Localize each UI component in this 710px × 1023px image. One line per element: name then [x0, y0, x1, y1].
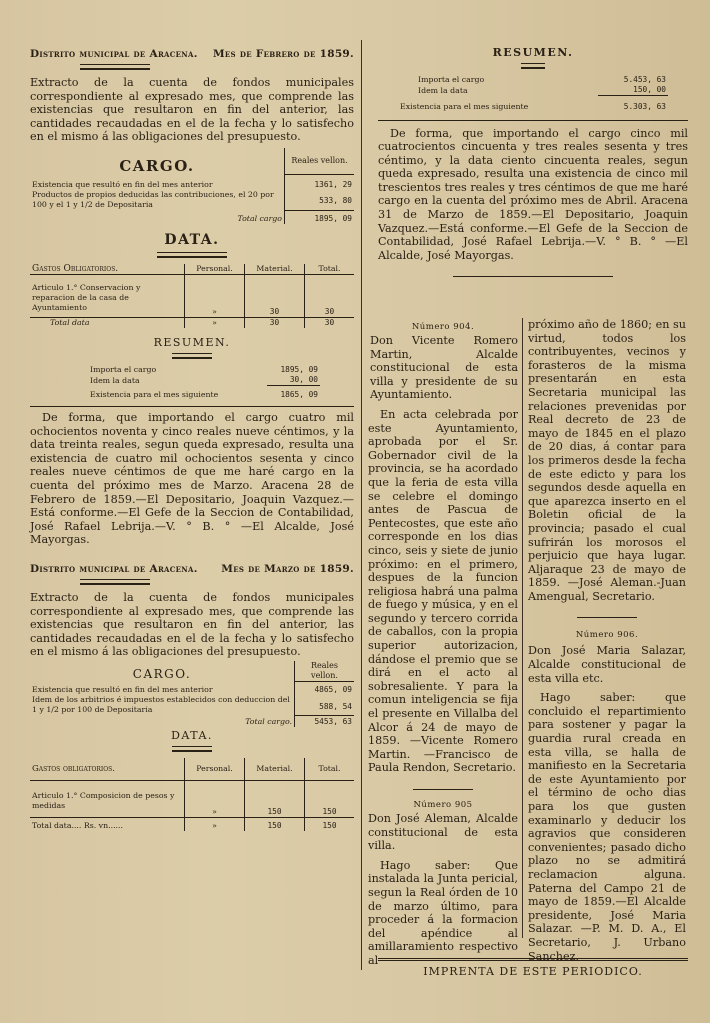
febrero-cargo-title: CARGO. — [119, 157, 195, 176]
numero-905: Número 905 — [413, 800, 473, 810]
divider — [378, 120, 688, 121]
febrero-total-cargo-label: Total cargo — [237, 214, 282, 224]
febrero-articulo-personal: » — [185, 275, 245, 318]
febrero-articulo-total: 30 — [305, 275, 355, 318]
febrero-cargo-value-2: 533, 80 — [285, 190, 355, 210]
febrero-gastos-label: Gastos Obligatorios. — [30, 264, 185, 275]
ornament — [172, 353, 212, 359]
marzo-total-cargo-label: Total cargo. — [245, 717, 292, 727]
marzo-data-title: DATA. — [171, 729, 213, 743]
divider — [577, 617, 637, 618]
marzo-articulo-personal: » — [185, 781, 245, 818]
marzo-resumen-label-2: Idem la data — [418, 85, 468, 95]
divider — [413, 789, 473, 790]
marzo-cargo-label-1: Existencia que resultó en fin del mes anterior — [32, 685, 213, 695]
marzo-resumen-label-1: Importa el cargo — [418, 75, 485, 84]
numero-904: Número 904. — [411, 322, 475, 332]
column-rule-main — [361, 40, 362, 970]
marzo-mes: Mes de Marzo de 1859. — [221, 562, 354, 575]
febrero-existencia-label: Existencia para el mes siguiente — [90, 389, 219, 399]
marzo-reales-header: Reales vellon. — [295, 661, 355, 682]
febrero-conclusion: De forma, que importando el cargo cuatro mil ochocientos noventa y cinco reales nueve céntimos, y la data treinta reales, segun queda expresado, resulta una existencia de cuatro mil ochocientos sesenta y cinco reales nueve céntimos de que me haré cargo en la cuenta del próximo mes de Marzo. Aracena 28 de Febrero de 1859.—El Depositario, Joaquin Vazquez.—Está conforme.—El Gefe de la Seccion de Contabilidad, José Rafael Lebrija.—V. ° B. ° —El Alcalde, José Mayorgas. — [30, 410, 354, 547]
n905-texto-a: Hago saber: Que instalada la Junta pericial, segun la Real órden de 10 de marzo último, para proceder á la formacion del apéndice al amillaramiento respectivo al — [368, 858, 518, 967]
ornament — [80, 579, 150, 585]
marzo-cargo-table — [30, 661, 354, 728]
marzo-total-data-label: Total data.... Rs. vn...... — [30, 818, 185, 832]
marzo-cargo-label-2: Idem de los arbitrios é impuestos establecidos con deduccion del 1 y 1/2 por 100 de Depositaria — [32, 695, 290, 715]
febrero-cargo-value-1: 1361, 29 — [285, 174, 355, 190]
marzo-resumen-value-2: 150, 00 — [598, 85, 668, 96]
febrero-total-total: 30 — [305, 318, 355, 329]
n905-texto-b: próximo año de 1860; en su virtud, todos los contribuyentes, vecinos y forasteros de la misma presentarán en esta Secretaria municipal las relaciones prevenidas por Real decreto de 23 de mayo de 1845 en el plazo de 20 dias, á contar para los primeros desde la fecha de este edicto y para los segundos desde aquella en que aparezca inserto en el Boletin oficial de la provincia; pasado el cual sufrirán los morosos el perjuicio que haya lugar. Aljaraque 23 de mayo de 1859. —José Aleman.-Juan Amengual, Secretario. — [528, 318, 686, 603]
febrero-data-title: DATA. — [164, 232, 220, 249]
marzo-cargo-value-2: 588, 54 — [295, 695, 355, 715]
left-column — [30, 0, 354, 1023]
column-rule-right — [522, 318, 523, 938]
n904-texto: En acta celebrada por este Ayuntamiento, aprobada por el Sr. Gobernador civil de la provincia, se ha acordado que la feria de esta villa se celebre el domingo antes de Pascua de Pentecostes, que este año corresponde en los dias cinco, seis y siete de junio próximo: en el primero, despues de la funcion religiosa habrá una palma de fuego y música, y en el segundo y tercero corrida de caballos, con la propia superior autorizacion, dándose el premio que se dirá en el acto al sobresaliente. Y para la comun inteligencia se fija el presente en Villalba del Alcor á 24 de mayo de 1859. —Vicente Romero Martin. —Francisco de Paula Rendon, Secretario. — [368, 407, 518, 775]
marzo-col-material: Material. — [245, 758, 305, 781]
febrero-existencia-value: 1865, 09 — [280, 389, 318, 399]
divider — [30, 406, 354, 407]
ornament — [157, 252, 227, 258]
divider — [453, 276, 613, 277]
marzo-total-material: 150 — [245, 818, 305, 832]
marzo-existencia-value: 5.303, 63 — [623, 101, 666, 111]
febrero-mes: Mes de Febrero de 1859. — [212, 48, 354, 60]
marzo-distrito: Distrito municipal de Aracena. — [30, 562, 198, 575]
n905-encabezado: Don José Aleman, Alcalde constitucional de esta villa. — [368, 812, 518, 853]
marzo-data-table — [30, 758, 354, 831]
marzo-resumen-table — [398, 75, 668, 112]
marzo-total-cargo: 5453, 63 — [295, 715, 355, 727]
febrero-total-personal: » — [185, 318, 245, 329]
marzo-col-total: Total. — [305, 758, 355, 781]
marzo-cargo-value-1: 4865, 09 — [295, 681, 355, 695]
febrero-col-total: Total. — [305, 264, 355, 275]
marzo-total-personal: » — [185, 818, 245, 832]
febrero-total-material: 30 — [245, 318, 305, 329]
ornament — [80, 64, 150, 70]
febrero-data-table — [30, 264, 354, 328]
marzo-resumen-title: RESUMEN. — [492, 46, 574, 59]
febrero-cargo-table — [30, 148, 354, 225]
marzo-gastos-label: Gastos obligatorios. — [30, 758, 185, 781]
febrero-articulo-material: 30 — [245, 275, 305, 318]
marzo-col-personal: Personal. — [185, 758, 245, 781]
marzo-existencia-label: Existencia para el mes siguiente — [400, 101, 529, 111]
ornament — [521, 63, 545, 69]
edicts-column-b — [528, 318, 686, 1023]
febrero-total-cargo: 1895, 09 — [285, 210, 355, 224]
febrero-total-data-label: Total data — [30, 318, 185, 329]
marzo-header — [30, 563, 354, 575]
n906-texto: Hago saber: que concluido el repartimiento para sostener y pagar la guardia rural creada en esta villa, se halla de manifiesto en la Secretaria de este Ayuntamiento por el término de ocho dias para los que gusten examinarlo y deducir los agravios que consideren convenientes; pasado dicho plazo no se admitirá reclamacion alguna. Paterna del Campo 21 de mayo de 1859.—El Alcalde presidente, José Maria Salazar. —P. M. D. A., El Secretario, J. Urbano Sanchez. — [528, 691, 686, 963]
febrero-resumen-value-1: 1895, 09 — [280, 365, 318, 375]
numero-906: Número 906. — [575, 630, 639, 641]
footer-imprenta: IMPRENTA DE ESTE PERIODICO. — [378, 958, 688, 978]
febrero-resumen-label-1: Importa el cargo — [90, 365, 157, 375]
febrero-extracto: Extracto de la cuenta de fondos municipales correspondiente al expresado mes, que comprende las existencias que resultaron en fin del anterior, las cantidades recaudadas en el de la fecha y lo satisfecho en el mismo á las obligaciones del presupuesto. — [30, 76, 354, 144]
right-upper-column — [378, 0, 688, 277]
febrero-distrito: Distrito municipal de Aracena. — [30, 48, 198, 60]
marzo-total-total: 150 — [305, 818, 355, 832]
febrero-col-personal: Personal. — [185, 264, 245, 275]
febrero-reales-header: Reales vellon. — [285, 148, 355, 175]
marzo-cargo-title: CARGO. — [132, 667, 192, 682]
marzo-resumen-value-1: 5.453, 63 — [623, 75, 666, 84]
edicts-column-a — [368, 318, 518, 1023]
febrero-cargo-label-2: Productos de propios deducidas las contribuciones, el 20 por 100 y el 1 y 1/2 de Depositaria — [32, 190, 274, 210]
febrero-header — [30, 48, 354, 60]
n904-encabezado: Don Vicente Romero Martin, Alcalde constitucional de esta villa y presidente de su Ayuntamiento. — [370, 334, 518, 402]
febrero-col-material: Material. — [245, 264, 305, 275]
marzo-articulo: Articulo 1.° Composicion de pesos y medidas — [32, 791, 175, 811]
febrero-resumen-title: RESUMEN. — [153, 336, 231, 350]
ornament — [172, 746, 212, 752]
marzo-articulo-total: 150 — [305, 781, 355, 818]
febrero-resumen-value-2: 30, 00 — [267, 375, 320, 386]
febrero-articulo: Articulo 1.° Conservacion y reparacion de la casa de Ayuntamiento — [32, 283, 141, 313]
febrero-cargo-label-1: Existencia que resultó en fin del mes anterior — [32, 180, 213, 190]
febrero-resumen-table — [50, 365, 320, 400]
n906-encabezado: Don José Maria Salazar, Alcalde constitucional de esta villa etc. — [528, 644, 686, 685]
febrero-resumen-label-2: Idem la data — [90, 375, 140, 385]
marzo-extracto: Extracto de la cuenta de fondos municipales correspondiente al expresado mes, que comprende las existencias que resultaron en fin del anterior, las cantidades recaudadas en el de la fecha y lo satisfecho en el mismo á las obligaciones del presupuesto. — [30, 590, 354, 659]
marzo-articulo-material: 150 — [245, 781, 305, 818]
marzo-conclusion: De forma, que importando el cargo cinco mil cuatrocientos cincuenta y tres reales sesenta y tres céntimo, y la data ciento cincuenta reales, segun queda expresado, resulta una existencia de cinco mil trescientos tres reales y tres céntimos de que me haré cargo en la cuenta del próximo mes de Abril. Aracena 31 de Marzo de 1859.—El Depositario, Joaquin Vazquez.—Está conforme.—El Gefe de la Seccion de Contabilidad, José Rafael Lebrija.—V. ° B. ° —El Alcalde, José Mayorgas. — [378, 126, 688, 262]
